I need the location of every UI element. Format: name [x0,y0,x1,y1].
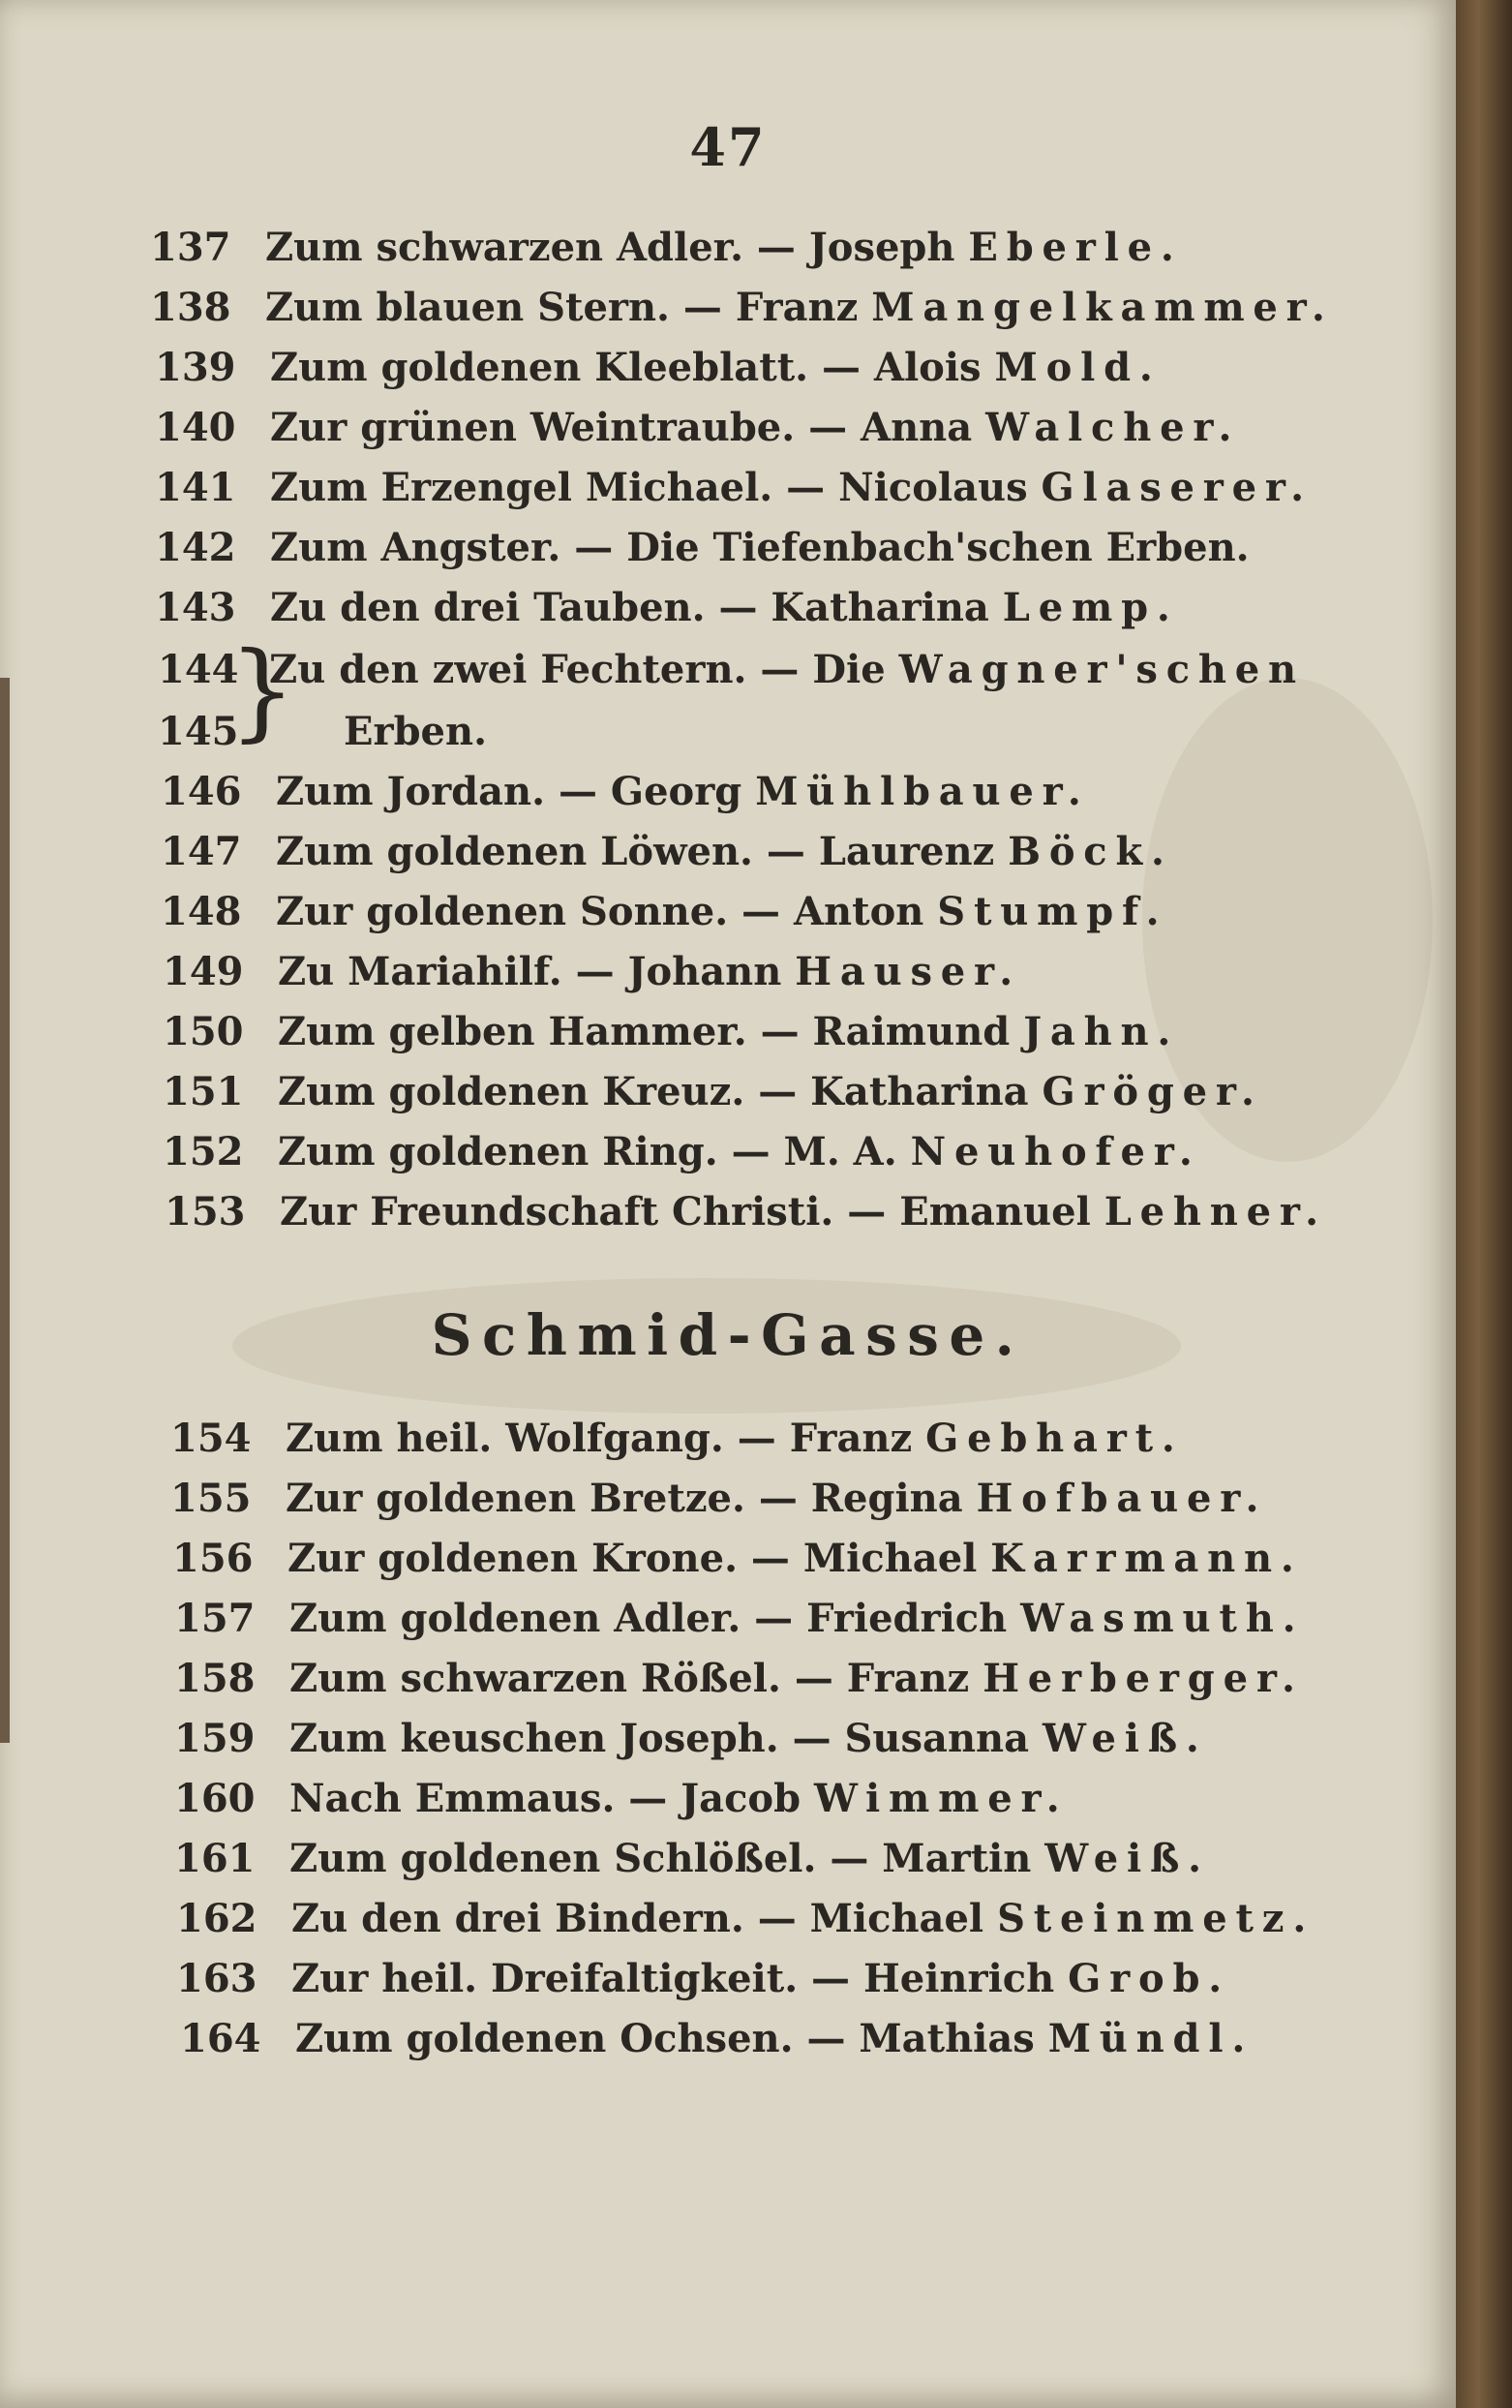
entry-sign: Zum Jordan. [275,769,546,814]
entry-number: 160 [174,1776,256,1821]
entry-owner-first: Franz [789,1416,913,1461]
entry-sign: Zum keuschen Joseph. [288,1716,779,1761]
entry-number: 149 [163,949,244,994]
entry-owner-last: Wasmuth. [1020,1596,1305,1641]
entry-owner-last: Grob. [1068,1956,1230,2001]
entry-owner-first: Johann [627,949,782,994]
entry-number: 140 [155,405,236,450]
entry-156: 156 Zur goldenen Krone. — Michael Karrmann. [172,1536,1303,1581]
entry-owner-first: Franz [846,1656,970,1701]
entry-owner-last: Jahn. [1023,1009,1180,1054]
entry-owner-first: Regina [810,1476,963,1521]
entry-owner-first: Michael [802,1536,978,1581]
entry-sign: Zum Angster. [269,525,561,570]
entry-161: 161 Zum goldenen Schlößel. — Martin Weiß. [174,1836,1210,1881]
entry-number: 143 [155,585,236,630]
entry-number: 138 [150,285,231,330]
entry-number: 164 [180,2016,261,2061]
entry-164: 164 Zum goldenen Ochsen. — Mathias Mündl. [180,2016,1255,2061]
entry-number: 159 [174,1716,256,1761]
entry-owner-last: Tiefenbach'schen Erben. [712,525,1250,570]
entry-owner-last: Neuhofer. [910,1129,1201,1174]
entry-number: 156 [172,1536,254,1581]
entry-sign: Zum Erzengel Michael. [269,465,773,510]
entry-owner-last: Mangelkammer. [871,285,1334,330]
entry-owner-last: Hofbauer. [976,1476,1268,1521]
entry-number: 158 [174,1656,256,1701]
entry-153: 153 Zur Freundschaft Christi. — Emanuel Lehner. [165,1189,1327,1234]
entry-sign: Zum goldenen Löwen. [275,829,753,874]
entry-number: 151 [163,1069,244,1114]
entry-owner-last: Böck. [1008,829,1173,874]
entry-owner-last: Steinmetz. [997,1896,1315,1941]
entry-number: 161 [174,1836,256,1881]
entry-sign: Zu den zwei Fechtern. [269,647,747,692]
entry-number: 162 [176,1896,257,1941]
entry-number: 137 [150,225,231,270]
entry-number: 163 [176,1956,257,2001]
book-spine [1456,0,1512,2408]
entry-owner-first: Emanuel [899,1189,1091,1234]
entry-149: 149 Zu Mariahilf. — Johann Hauser. [163,949,1021,994]
entry-owner-first: Nicolaus [838,465,1028,510]
entry-owner-last: Mühlbauer. [755,769,1090,814]
entry-owner-first: Raimund [812,1009,1011,1054]
entry-number: 150 [163,1009,244,1054]
entry-number: 157 [174,1596,256,1641]
entry-sign: Zur goldenen Krone. [287,1536,738,1581]
entry-139: 139 Zum goldenen Kleeblatt. — Alois Mold. [155,345,1162,390]
entry-owner-last: Weiß. [1042,1716,1208,1761]
entry-144-145-line: Zu den zwei Fechtern. — Die Wagner'schen [269,647,1305,692]
entry-number: 155 [170,1476,252,1521]
entry-147: 147 Zum goldenen Löwen. — Laurenz Böck. [161,829,1173,874]
entry-owner-last: Walcher. [985,405,1241,450]
entry-number: 142 [155,525,236,570]
entry-145-number: 145 [158,709,239,754]
entry-143: 143 Zu den drei Tauben. — Katharina Lemp. [155,585,1179,630]
entry-148: 148 Zur goldenen Sonne. — Anton Stumpf. [161,889,1168,934]
entry-sign: Zum blauen Stern. [264,285,670,330]
entry-159: 159 Zum keuschen Joseph. — Susanna Weiß. [174,1716,1208,1761]
entry-owner-first: Joseph [808,225,955,270]
entry-number: 152 [163,1129,244,1174]
entry-140: 140 Zur grünen Weintraube. — Anna Walcher. [155,405,1241,450]
entry-owner-last: Wagner'schen [898,647,1305,692]
entry-owner-first: Susanna [844,1716,1030,1761]
entry-owner-last: Mold. [994,345,1162,390]
entry-sign: Zur goldenen Bretze. [285,1476,745,1521]
entry-144-number: 144 [158,647,239,692]
entry-sign: Zum gelben Hammer. [277,1009,747,1054]
entry-sign: Zu Mariahilf. [277,949,562,994]
entry-owner-last: Gröger. [1042,1069,1263,1114]
entry-sign: Zur Freundschaft Christi. [279,1189,834,1234]
entry-sign: Zum schwarzen Adler. [264,225,743,270]
entry-146: 146 Zum Jordan. — Georg Mühlbauer. [161,769,1090,814]
entry-number: 146 [161,769,242,814]
entry-sign: Zum goldenen Ochsen. [294,2016,794,2061]
entry-137: 137 Zum schwarzen Adler. — Joseph Eberle. [150,225,1183,270]
entry-sign: Zum goldenen Schlößel. [288,1836,817,1881]
entry-owner-first: Laurenz [818,829,995,874]
entry-150: 150 Zum gelben Hammer. — Raimund Jahn. [163,1009,1180,1054]
entry-owner-first: Die [812,647,886,692]
entry-owner-first: Jacob [680,1776,801,1821]
entry-154: 154 Zum heil. Wolfgang. — Franz Gebhart. [170,1416,1184,1461]
entry-sign: Zur goldenen Sonne. [275,889,729,934]
entry-number: 154 [170,1416,252,1461]
entry-142: 142 Zum Angster. — Die Tiefenbach'schen Erben. [155,525,1250,570]
entry-owner-last: Wimmer. [814,1776,1069,1821]
entry-sign: Zu den drei Tauben. [269,585,706,630]
page-edge-shadow [0,678,10,1743]
entry-144-145-continuation: Erben. [344,709,487,754]
entry-number: 153 [165,1189,246,1234]
grouping-brace: } [228,628,296,752]
entry-owner-first: Martin [882,1836,1032,1881]
entry-sign: Zum goldenen Adler. [288,1596,741,1641]
entry-owner-last: Eberle. [968,225,1183,270]
entry-owner-first: Georg [610,769,742,814]
entry-owner-first: Franz [735,285,859,330]
entry-owner-last: Gebhart. [925,1416,1184,1461]
entry-number: 148 [161,889,242,934]
entry-number: 147 [161,829,242,874]
section-heading: Schmid-Gasse. [431,1302,1025,1368]
entry-owner-last: Karrmann. [990,1536,1303,1581]
entry-owner-last: Mündl. [1047,2016,1255,2061]
page-number: 47 [689,116,767,178]
entry-owner-first: Alois [873,345,982,390]
entry-owner-first: Michael [809,1896,984,1941]
entry-owner-first: Die [626,525,700,570]
entry-141: 141 Zum Erzengel Michael. — Nicolaus Glaserer. [155,465,1313,510]
entry-sign: Zur heil. Dreifaltigkeit. [290,1956,799,2001]
entry-owner-first: Katharina [810,1069,1029,1114]
entry-owner-last: Lehner. [1104,1189,1327,1234]
entry-owner-last: Glaserer. [1041,465,1313,510]
entry-owner-first: Anton [793,889,924,934]
entry-owner-first: Friedrich [806,1596,1008,1641]
entry-155: 155 Zur goldenen Bretze. — Regina Hofbauer. [170,1476,1268,1521]
entry-owner-first: Heinrich [862,1956,1055,2001]
entry-158: 158 Zum schwarzen Rößel. — Franz Herberger. [174,1656,1304,1701]
entry-162: 162 Zu den drei Bindern. — Michael Steinmetz. [176,1896,1315,1941]
entry-sign: Zum goldenen Ring. [277,1129,718,1174]
entry-owner-last: Stumpf. [937,889,1168,934]
entry-owner-first: Anna [861,405,973,450]
entry-sign: Nach Emmaus. [288,1776,616,1821]
entry-sign: Zur grünen Weintraube. [269,405,796,450]
entry-160: 160 Nach Emmaus. — Jacob Wimmer. [174,1776,1069,1821]
entry-number: 139 [155,345,236,390]
entry-sign: Zum goldenen Kleeblatt. [269,345,809,390]
entry-owner-last: Weiß. [1044,1836,1210,1881]
entry-152: 152 Zum goldenen Ring. — M. A. Neuhofer. [163,1129,1201,1174]
entry-owner-last: Herberger. [983,1656,1304,1701]
entry-owner-first: Katharina [771,585,989,630]
entry-138: 138 Zum blauen Stern. — Franz Mangelkammer. [150,285,1334,330]
entry-sign: Zu den drei Bindern. [290,1896,744,1941]
entry-owner-last: Hauser. [795,949,1021,994]
entry-163: 163 Zur heil. Dreifaltigkeit. — Heinrich Grob. [176,1956,1230,2001]
entry-sign: Zum schwarzen Rößel. [288,1656,781,1701]
entry-sign: Zum goldenen Kreuz. [277,1069,745,1114]
entry-owner-last: Lemp. [1002,585,1179,630]
entry-sign: Zum heil. Wolfgang. [285,1416,724,1461]
entry-owner-first: Mathias [859,2016,1035,2061]
entry-157: 157 Zum goldenen Adler. — Friedrich Wasmuth. [174,1596,1305,1641]
entry-151: 151 Zum goldenen Kreuz. — Katharina Gröger. [163,1069,1263,1114]
entry-number: 141 [155,465,236,510]
entry-owner-first: M. A. [783,1129,897,1174]
